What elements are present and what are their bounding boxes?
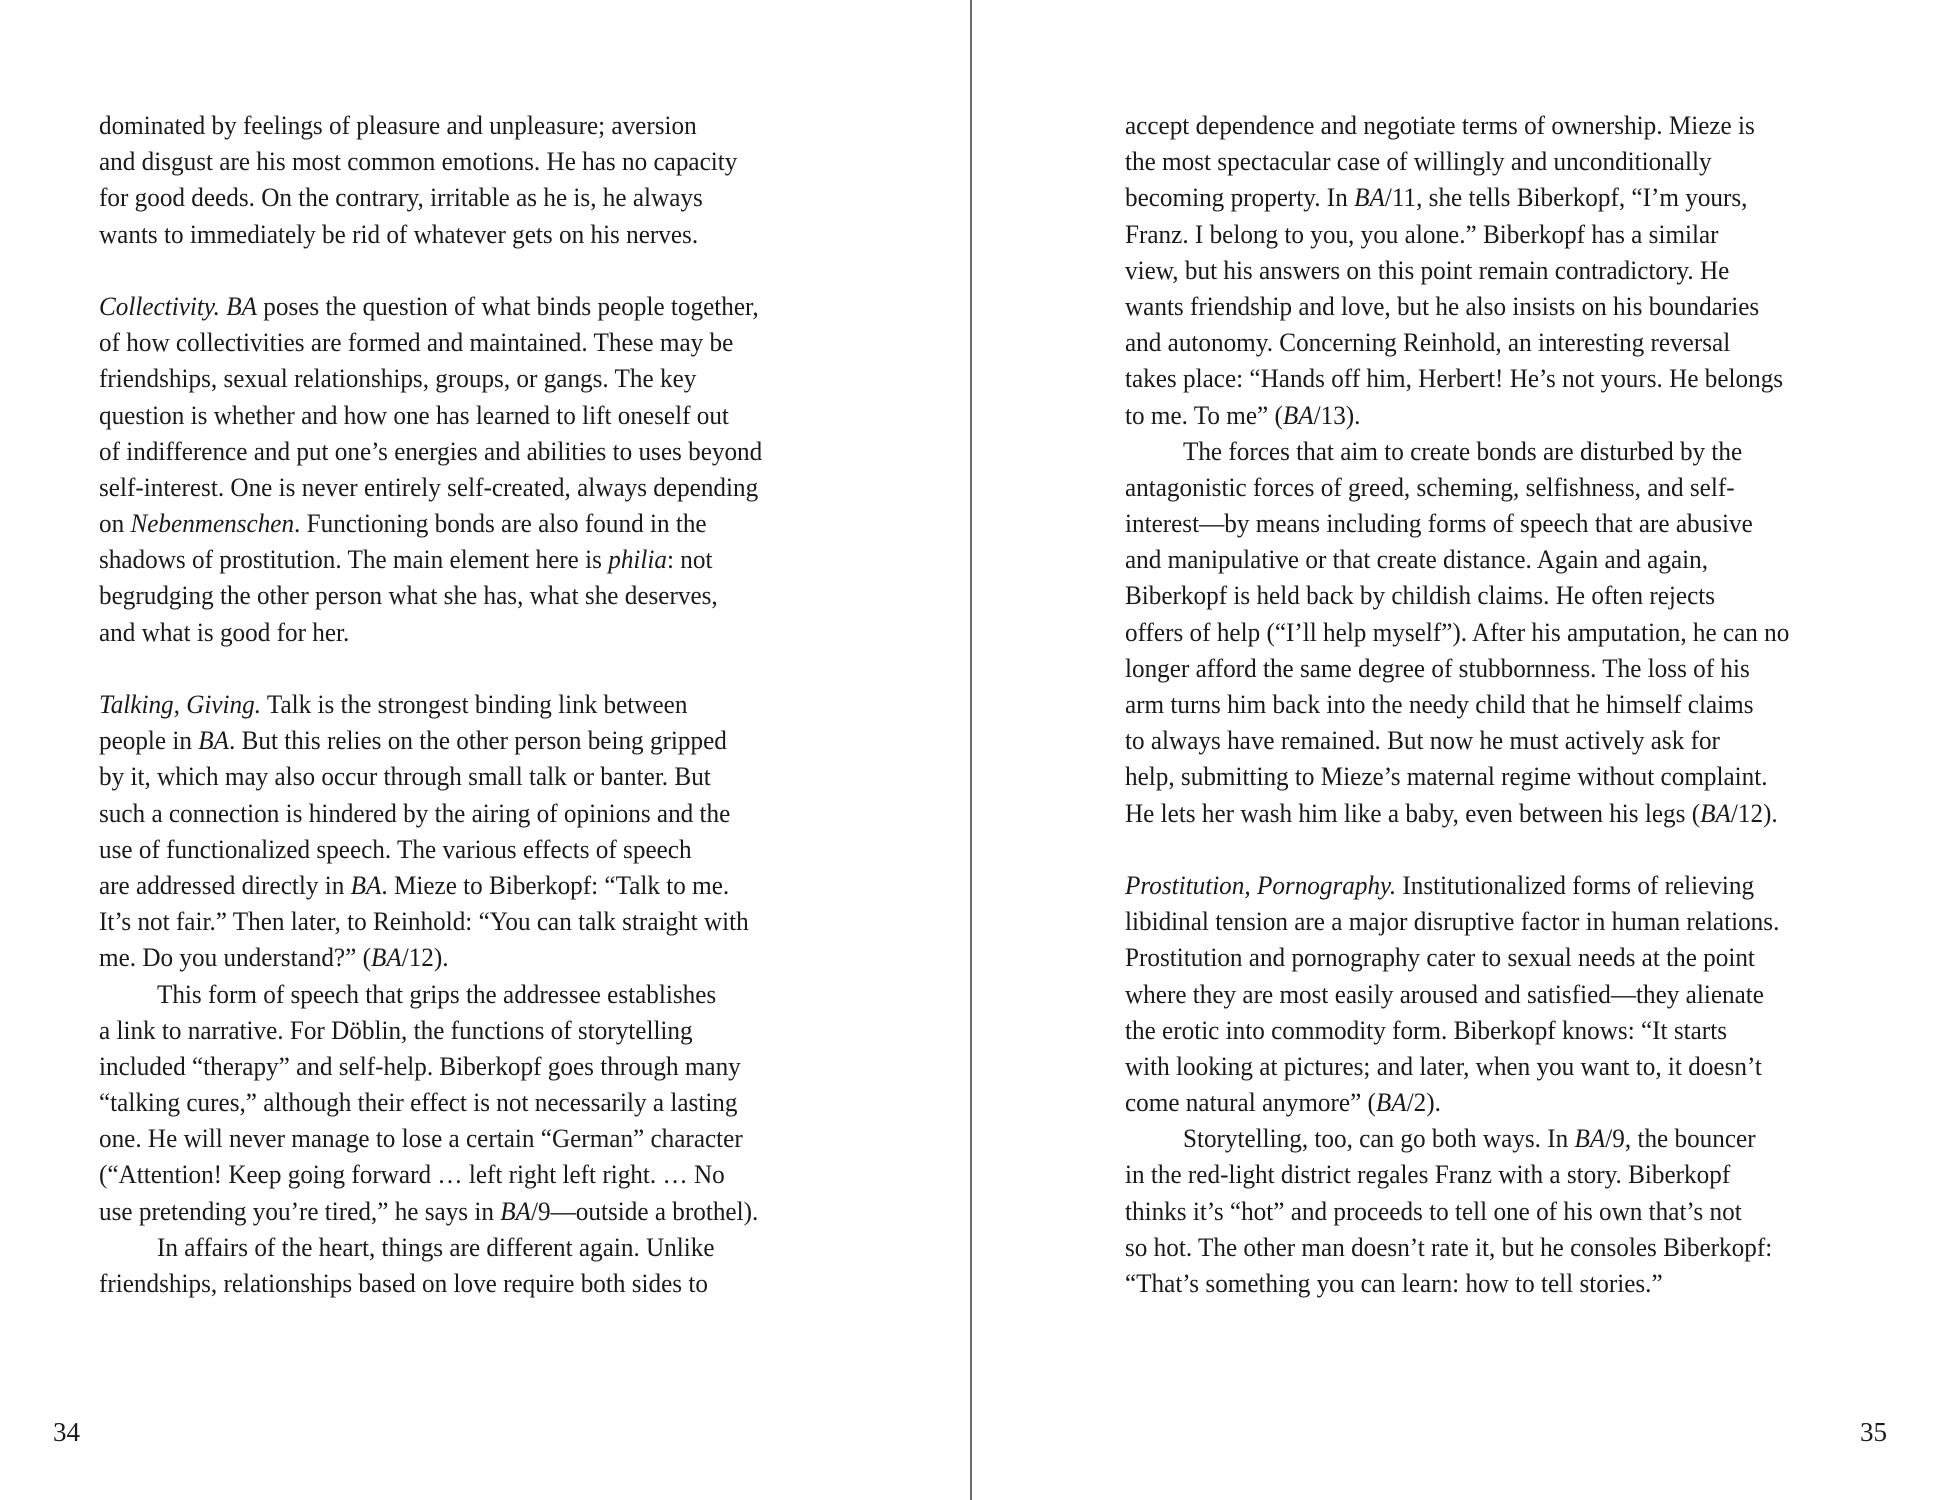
text-segment: of indifference and put one’s energies and abilities to uses beyond bbox=[99, 435, 763, 466]
text-segment: of how collectivities are formed and maintained. These may be bbox=[99, 327, 734, 358]
text-segment: included “therapy” and self-help. Biberkopf goes through many bbox=[99, 1050, 741, 1081]
text-segment: people in bbox=[99, 725, 199, 756]
text-line bbox=[1125, 505, 1847, 541]
text-line bbox=[99, 1229, 821, 1265]
text-line bbox=[99, 903, 821, 939]
text-segment: /12). bbox=[1730, 797, 1778, 828]
page-number-right: 35 bbox=[1860, 1417, 1887, 1447]
text-line bbox=[99, 324, 821, 360]
text-segment: a link to narrative. For Döblin, the functions of storytelling bbox=[99, 1014, 693, 1045]
text-segment: . Mieze to Biberkopf: “Talk to me. bbox=[381, 869, 730, 900]
text-line bbox=[99, 758, 821, 794]
text-line bbox=[1125, 541, 1847, 577]
text-line bbox=[1125, 360, 1847, 396]
italic-text: BA bbox=[1700, 797, 1731, 828]
text-line bbox=[99, 1012, 821, 1048]
italic-text: BA bbox=[1282, 399, 1314, 430]
text-segment: use pretending you’re tired,” he says in bbox=[99, 1195, 501, 1226]
text-line bbox=[1125, 650, 1847, 686]
italic-text: BA bbox=[350, 869, 382, 900]
italic-text: Talking, Giving. bbox=[99, 689, 262, 719]
text-segment: . But this relies on the other person being gripped bbox=[229, 725, 727, 756]
text-line bbox=[1125, 179, 1847, 215]
text-line bbox=[99, 831, 821, 867]
text-segment: longer afford the same degree of stubbornness. The loss of his bbox=[1125, 652, 1750, 683]
text-segment: one. He will never manage to lose a certain “German” character bbox=[99, 1123, 743, 1154]
text-segment: shadows of prostitution. The main element here is bbox=[99, 544, 609, 575]
text-segment: Prostitution and pornography cater to sexual needs at the point bbox=[1125, 942, 1755, 973]
text-line bbox=[99, 1265, 821, 1301]
text-segment: Institutionalized forms of relieving bbox=[1396, 869, 1755, 900]
text-segment: /11, she tells Biberkopf, “I’m yours, bbox=[1384, 182, 1748, 213]
text-line bbox=[99, 722, 821, 758]
text-segment: so hot. The other man doesn’t rate it, but he consoles Biberkopf: bbox=[1125, 1231, 1773, 1262]
text-segment: and disgust are his most common emotions. He has no capacity bbox=[99, 146, 738, 177]
italic-text: BA bbox=[1574, 1123, 1606, 1154]
text-segment: accept dependence and negotiate terms of ownership. Mieze is bbox=[1125, 110, 1755, 140]
text-line bbox=[99, 1048, 821, 1084]
text-segment: such a connection is hindered by the airing of opinions and the bbox=[99, 797, 731, 828]
text-line bbox=[1125, 1265, 1847, 1301]
text-line bbox=[99, 614, 821, 650]
text-line bbox=[99, 541, 821, 577]
text-line bbox=[99, 288, 821, 324]
text-segment: : not bbox=[666, 544, 713, 575]
text-segment: /13). bbox=[1313, 399, 1361, 430]
page-gutter-divider bbox=[970, 0, 972, 1500]
text-segment: use of functionalized speech. The various effects of speech bbox=[99, 833, 692, 864]
text-line bbox=[1125, 758, 1847, 794]
text-line bbox=[1125, 107, 1847, 143]
text-line bbox=[1125, 867, 1847, 903]
italic-text: Prostitution, Pornography. bbox=[1125, 869, 1397, 900]
text-segment: The forces that aim to create bonds are disturbed by the bbox=[1182, 435, 1743, 466]
text-segment: come natural anymore” ( bbox=[1125, 1087, 1376, 1118]
text-line bbox=[99, 179, 821, 215]
text-line bbox=[99, 1084, 821, 1120]
text-line bbox=[99, 433, 821, 469]
text-segment: /9—outside a brothel). bbox=[531, 1195, 759, 1226]
text-segment: to me. To me” ( bbox=[1125, 399, 1283, 430]
text-segment: It’s not fair.” Then later, to Reinhold: “You can talk straight with bbox=[99, 906, 749, 937]
text-line bbox=[1125, 1229, 1847, 1265]
text-segment: friendships, relationships based on love require both sides to bbox=[99, 1268, 708, 1298]
text-line bbox=[99, 577, 821, 613]
text-line bbox=[99, 1120, 821, 1156]
text-segment: This form of speech that grips the addressee establishes bbox=[156, 978, 717, 1009]
right-page-text bbox=[1125, 107, 1847, 1301]
text-segment: takes place: “Hands off him, Herbert! He’s not yours. He belongs bbox=[1125, 363, 1784, 394]
text-line bbox=[99, 1193, 821, 1229]
page-number-left: 34 bbox=[53, 1417, 80, 1447]
text-segment: poses the question of what binds people together, bbox=[256, 290, 759, 321]
text-line bbox=[1125, 288, 1847, 324]
text-segment: and what is good for her. bbox=[99, 616, 350, 647]
text-segment: /2). bbox=[1406, 1087, 1441, 1118]
text-line bbox=[1125, 1048, 1847, 1084]
text-segment: are addressed directly in bbox=[99, 869, 351, 900]
text-segment: arm turns him back into the needy child that he himself claims bbox=[1125, 689, 1754, 719]
text-segment: me. Do you understand?” ( bbox=[99, 942, 371, 973]
text-segment: . Functioning bonds are also found in the bbox=[294, 508, 707, 539]
italic-text: philia bbox=[608, 544, 667, 575]
text-line bbox=[99, 252, 821, 288]
text-line bbox=[99, 650, 821, 686]
text-line bbox=[1125, 795, 1847, 831]
text-segment: He lets her wash him like a baby, even between his legs ( bbox=[1125, 797, 1701, 828]
text-line bbox=[1125, 1012, 1847, 1048]
text-line bbox=[1125, 614, 1847, 650]
italic-text: BA bbox=[500, 1195, 532, 1226]
text-segment: Franz. I belong to you, you alone.” Biberkopf has a similar bbox=[1125, 218, 1719, 249]
text-line bbox=[1125, 252, 1847, 288]
text-segment: In affairs of the heart, things are different again. Unlike bbox=[156, 1231, 715, 1262]
text-segment: and autonomy. Concerning Reinhold, an interesting reversal bbox=[1125, 327, 1731, 358]
text-segment: dominated by feelings of pleasure and unpleasure; aversion bbox=[99, 110, 697, 140]
text-line bbox=[1125, 1084, 1847, 1120]
left-page-text bbox=[99, 107, 821, 1301]
text-segment: the erotic into commodity form. Biberkopf knows: “It starts bbox=[1125, 1014, 1727, 1045]
text-line bbox=[1125, 216, 1847, 252]
italic-text: BA bbox=[370, 942, 402, 973]
text-segment: and manipulative or that create distance. Again and again, bbox=[1125, 544, 1709, 575]
text-line bbox=[1125, 143, 1847, 179]
text-segment: friendships, sexual relationships, groups, or gangs. The key bbox=[99, 363, 697, 394]
italic-text: BA bbox=[198, 725, 230, 756]
text-segment: in the red-light district regales Franz with a story. Biberkopf bbox=[1125, 1159, 1731, 1190]
text-segment: Storytelling, too, can go both ways. In bbox=[1182, 1123, 1575, 1154]
italic-text: BA bbox=[1375, 1087, 1407, 1118]
text-segment: interest—by means including forms of speech that are abusive bbox=[1125, 508, 1753, 539]
text-segment: wants friendship and love, but he also insists on his boundaries bbox=[1125, 290, 1760, 321]
text-line bbox=[99, 1156, 821, 1192]
text-segment: /12). bbox=[401, 942, 449, 973]
text-line bbox=[1125, 324, 1847, 360]
text-segment: “That’s something you can learn: how to tell stories.” bbox=[1125, 1268, 1663, 1298]
text-segment: thinks it’s “hot” and proceeds to tell one of his own that’s not bbox=[1125, 1195, 1742, 1226]
text-segment: offers of help (“I’ll help myself”). After his amputation, he can no bbox=[1125, 616, 1790, 647]
text-line bbox=[99, 360, 821, 396]
text-segment: to always have remained. But now he must actively ask for bbox=[1125, 725, 1720, 756]
text-line bbox=[1125, 722, 1847, 758]
text-segment: libidinal tension are a major disruptive factor in human relations. bbox=[1125, 906, 1780, 937]
text-line bbox=[1125, 976, 1847, 1012]
text-line bbox=[99, 795, 821, 831]
italic-text: Nebenmenschen bbox=[130, 508, 295, 539]
text-segment: becoming property. In bbox=[1125, 182, 1355, 213]
text-line bbox=[1125, 469, 1847, 505]
text-line bbox=[99, 216, 821, 252]
text-line bbox=[99, 505, 821, 541]
text-segment: where they are most easily aroused and satisfied—they alienate bbox=[1125, 978, 1764, 1009]
text-segment: antagonistic forces of greed, scheming, selfishness, and self- bbox=[1125, 471, 1735, 502]
text-segment: (“Attention! Keep going forward … left right left right. … No bbox=[99, 1159, 725, 1190]
text-line bbox=[99, 107, 821, 143]
text-segment: on bbox=[99, 508, 131, 539]
text-segment: Biberkopf is held back by childish claims. He often rejects bbox=[1125, 580, 1716, 611]
text-line bbox=[99, 976, 821, 1012]
text-line bbox=[1125, 903, 1847, 939]
italic-text: BA bbox=[1354, 182, 1385, 213]
text-line bbox=[99, 469, 821, 505]
text-line bbox=[1125, 577, 1847, 613]
text-line bbox=[1125, 686, 1847, 722]
text-segment: the most spectacular case of willingly and unconditionally bbox=[1125, 146, 1712, 177]
text-segment: self-interest. One is never entirely self-created, always depending bbox=[99, 471, 759, 502]
text-line bbox=[99, 867, 821, 903]
text-segment: by it, which may also occur through small talk or banter. But bbox=[99, 761, 711, 792]
text-line bbox=[99, 397, 821, 433]
text-segment: view, but his answers on this point remain contradictory. He bbox=[1125, 254, 1730, 285]
text-line bbox=[99, 939, 821, 975]
text-segment: with looking at pictures; and later, when you want to, it doesn’t bbox=[1125, 1050, 1762, 1081]
text-line bbox=[1125, 1193, 1847, 1229]
text-segment: for good deeds. On the contrary, irritable as he is, he always bbox=[99, 182, 703, 213]
text-line bbox=[1125, 1120, 1847, 1156]
text-line bbox=[1125, 433, 1847, 469]
text-line bbox=[1125, 397, 1847, 433]
italic-text: Collectivity. BA bbox=[99, 290, 257, 321]
text-line bbox=[99, 686, 821, 722]
text-line bbox=[99, 143, 821, 179]
text-segment: begrudging the other person what she has, what she deserves, bbox=[99, 580, 718, 611]
text-line bbox=[1125, 1156, 1847, 1192]
text-line bbox=[1125, 831, 1847, 867]
text-segment: wants to immediately be rid of whatever gets on his nerves. bbox=[99, 218, 699, 249]
text-segment: Talk is the strongest binding link between bbox=[261, 689, 688, 719]
text-segment: “talking cures,” although their effect is not necessarily a lasting bbox=[99, 1087, 738, 1118]
text-segment: question is whether and how one has learned to lift oneself out bbox=[99, 399, 729, 430]
text-line bbox=[1125, 939, 1847, 975]
text-segment: help, submitting to Mieze’s maternal regime without complaint. bbox=[1125, 761, 1768, 792]
text-segment: /9, the bouncer bbox=[1605, 1123, 1756, 1154]
